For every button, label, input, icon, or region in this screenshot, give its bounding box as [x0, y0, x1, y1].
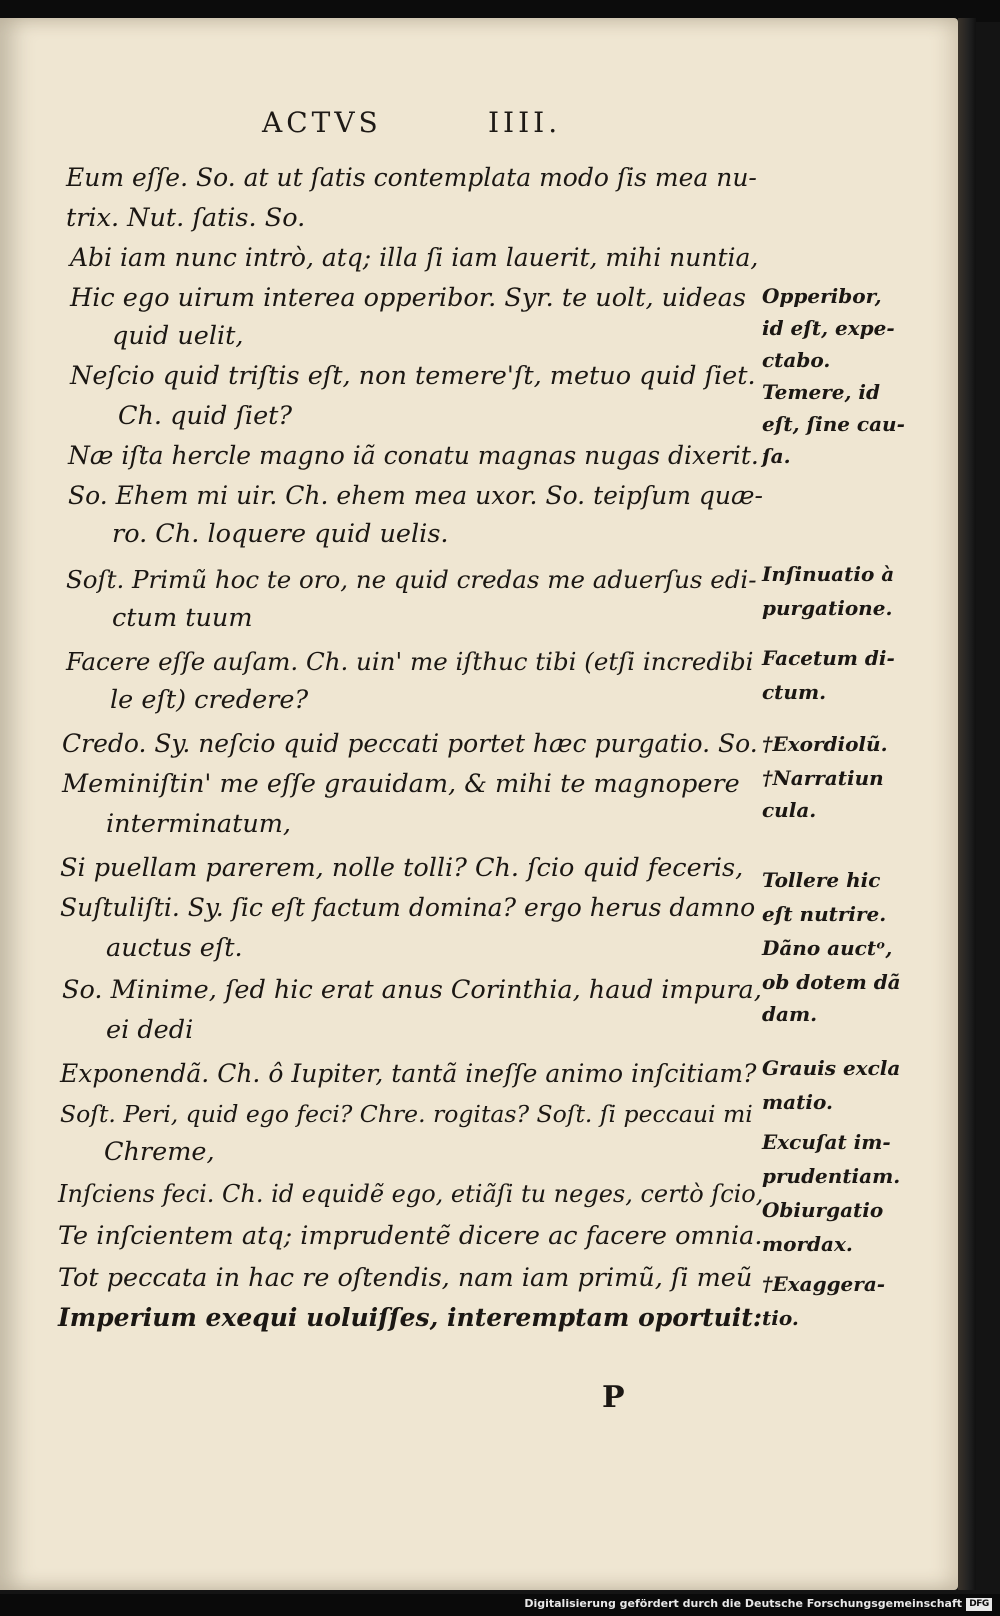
- text-line: Eum eſſe. So. at ut ſatis contemplata modo ſis mea nu-: [66, 163, 757, 192]
- dfg-logo-icon: DFG: [966, 1598, 992, 1611]
- text-line: Soſt. Primũ hoc te oro, ne quid credas me aduerſus edi-: [66, 565, 757, 594]
- text-line: Exponendã. Ch. ô Iupiter, tantã ineſſe animo inſcitiam?: [60, 1059, 757, 1088]
- marginal-note: Facetum di-: [762, 646, 895, 670]
- text-line: Næ iſta hercle magno iã conatu magnas nugas dixerit.: [68, 441, 759, 470]
- marginal-note: Tollere hic: [762, 868, 881, 892]
- marginal-note: mordax.: [762, 1232, 853, 1256]
- marginal-note: purgatione.: [762, 596, 893, 620]
- text-line: ro. Ch. loquere quid uelis.: [112, 519, 449, 549]
- text-line: trix. Nut. ſatis. So.: [66, 203, 306, 233]
- text-line: Te inſcientem atq; imprudentẽ dicere ac facere omnia.: [58, 1221, 763, 1251]
- marginal-note: †Narratiun: [762, 766, 884, 790]
- marginal-note: dam.: [762, 1002, 818, 1026]
- text-line: Neſcio quid triſtis eſt, non temere'ſt, metuo quid ſiet.: [70, 361, 756, 391]
- text-line: Credo. Sy. neſcio quid peccati portet hæc purgatio. So.: [62, 729, 758, 758]
- digitization-footer: [0, 1594, 1000, 1616]
- marginal-note: Dãno auctᵒ,: [762, 936, 893, 960]
- text-line: interminatum,: [106, 809, 292, 839]
- text-line: Abi iam nunc intrò, atq; illa ſi iam lauerit, mihi nuntia,: [70, 243, 759, 272]
- text-line: Ch. quid ſiet?: [118, 401, 293, 431]
- text-line: le eſt) credere?: [110, 685, 309, 715]
- signature-mark: P: [602, 1380, 625, 1415]
- marginal-note: eſt, ſine cau-: [762, 412, 905, 436]
- marginal-note: Grauis excla: [762, 1056, 901, 1080]
- text-line: Imperium exequi uoluiſſes, interemptam oportuit:: [58, 1303, 763, 1332]
- book-page: [0, 18, 958, 1590]
- text-line: Inſciens feci. Ch. id equidẽ ego, etiãſi tu neges, certò ſcio,: [58, 1180, 764, 1208]
- text-line: So. Minime, ſed hic erat anus Corinthia, haud impura,: [62, 975, 762, 1005]
- marginal-note: Excuſat im-: [762, 1130, 891, 1154]
- marginal-note: Obiurgatio: [762, 1198, 884, 1222]
- marginal-note: †Exordiolũ.: [762, 732, 888, 756]
- text-line: Tot peccata in hac re oſtendis, nam iam primũ, ſi meũ: [58, 1263, 753, 1293]
- text-line: Chreme,: [104, 1137, 215, 1167]
- running-head-number: IIII.: [488, 106, 562, 139]
- text-line: Soſt. Peri, quid ego feci? Chre. rogitas? Soſt. ſi peccaui mi: [60, 1100, 753, 1128]
- marginal-note: ſa.: [762, 444, 791, 468]
- marginal-note: id eſt, expe-: [762, 316, 895, 340]
- text-line: Meminiſtin' me eſſe grauidam, & mihi te magnopere: [62, 769, 740, 799]
- marginal-note: Opperibor,: [762, 284, 882, 308]
- marginal-note: prudentiam.: [762, 1164, 901, 1188]
- marginal-note: Inſinuatio à: [762, 562, 895, 586]
- marginal-note: eſt nutrire.: [762, 902, 887, 926]
- text-line: Suſtuliſti. Sy. ſic eſt factum domina? ergo herus damno: [60, 893, 756, 922]
- marginal-note: †Exaggera-: [762, 1272, 886, 1296]
- text-line: auctus eſt.: [106, 933, 243, 963]
- text-line: quid uelit,: [112, 321, 244, 351]
- running-head: [0, 106, 958, 146]
- marginal-note: matio.: [762, 1090, 833, 1114]
- marginal-note: ob dotem dã: [762, 970, 901, 994]
- text-line: ei dedi: [106, 1015, 194, 1045]
- text-line: Hic ego uirum interea opperibor. Syr. te uolt, uideas: [70, 283, 746, 313]
- text-line: So. Ehem mi uir. Ch. ehem mea uxor. So. teipſum quæ-: [68, 481, 763, 510]
- footer-credit: Digitalisierung gefördert durch die Deutsche Forschungsgemeinschaft: [524, 1597, 962, 1610]
- page-edge-shadow: [958, 18, 976, 1590]
- running-head-title: ACTVS: [262, 106, 382, 139]
- marginal-note: ctabo.: [762, 348, 831, 372]
- marginal-note: cula.: [762, 798, 817, 822]
- marginal-note: tio.: [762, 1306, 799, 1330]
- marginal-note: Temere, id: [762, 380, 880, 404]
- text-line: Si puellam parerem, nolle tolli? Ch. ſcio quid feceris,: [60, 853, 744, 883]
- text-line: ctum tuum: [112, 603, 253, 633]
- marginal-note: ctum.: [762, 680, 827, 704]
- text-line: Facere eſſe auſam. Ch. uin' me iſthuc tibi (etſi incredibi: [66, 647, 754, 676]
